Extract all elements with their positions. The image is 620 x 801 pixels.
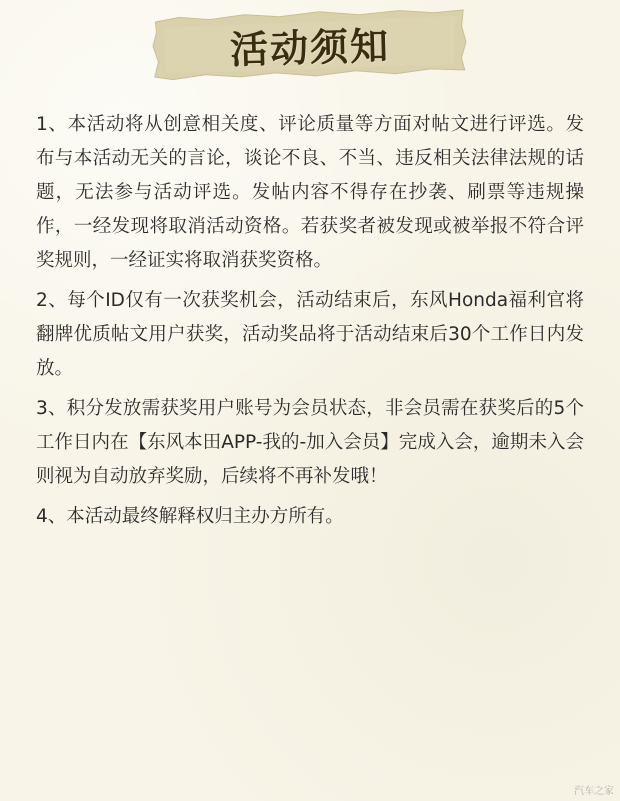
title-banner (149, 6, 471, 82)
watermark: 汽车之家 (574, 786, 614, 797)
notice-content (36, 108, 584, 540)
notice-paragraph-1: 1、本活动将从创意相关度、评论质量等方面对帖文进行评选。发布与本活动无关的言论，谈论不良、不当、违反相关法律法规的话题，无法参与活动评选。发帖内容不得存在抄袭、刷票等违规操作，一经发现将取消活动资格。若获奖者被发现或被举报不符合评奖规则，一经证实将取消获奖资格。 (36, 114, 584, 271)
notice-paragraph-3: 3、积分发放需获奖用户账号为会员状态，非会员需在获奖后的5个工作日内在【东风本田APP-我的-加入会员】完成入会，逾期未入会则视为自动放弃奖励，后续将不再补发哦！ (36, 398, 584, 487)
notice-paragraph-2: 2、每个ID仅有一次获奖机会，活动结束后，东风Honda福利官将翻牌优质帖文用户获奖，活动奖品将于活动结束后30个工作日内发放。 (36, 290, 584, 379)
page-title: 活动须知 (229, 23, 391, 72)
notice-paragraph-4: 4、本活动最终解释权归主办方所有。 (36, 506, 344, 527)
